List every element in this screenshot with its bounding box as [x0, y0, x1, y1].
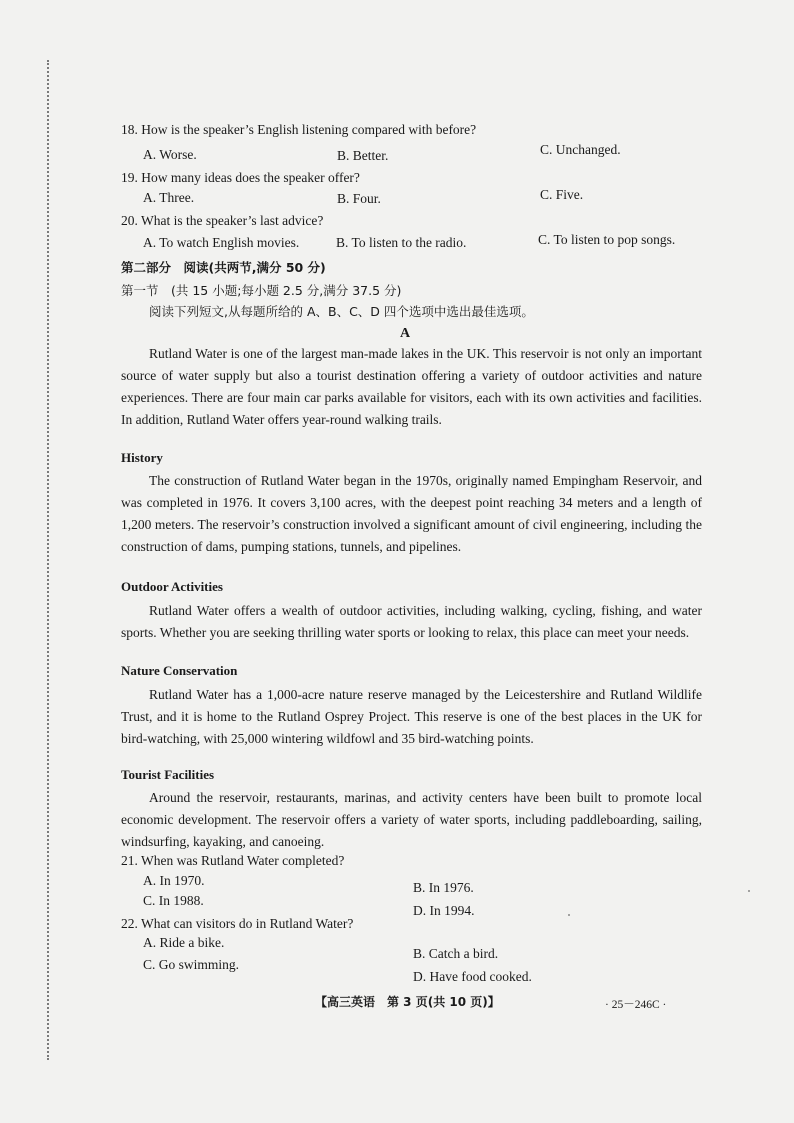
q20-option-c: C. To listen to pop songs.	[538, 232, 676, 247]
nature-conservation-paragraph: Rutland Water has a 1,000-acre nature reserve managed by the Leicestershire and Rutland Wildlife Trust, and it is home to the Rutland Osprey Project. This reserve is one of the best places in the UK for bird-watching, with 25,000 wintering wildfowl and 35 bird-watching points.	[121, 687, 702, 746]
q19-option-b: B. Four.	[337, 191, 381, 206]
q18-option-a: A. Worse.	[143, 147, 197, 162]
outdoor-activities-heading: Outdoor Activities	[121, 579, 223, 594]
passage-label: A	[400, 326, 411, 341]
q20-option-a: A. To watch English movies.	[143, 235, 300, 250]
tourist-facilities-heading: Tourist Facilities	[121, 767, 215, 782]
page-footer: 【高三英语 第 3 页(共 10 页)】	[315, 995, 500, 1009]
question-20: 20. What is the speaker’s last advice?	[121, 213, 324, 228]
part-two-title: 第二部分 阅读(共两节,满分 50 分)	[121, 260, 326, 275]
tourist-facilities-paragraph: Around the reservoir, restaurants, marinas, and activity centers have been built to promote local economic development. The reservoir offers a variety of water sports, including paddleboarding, sailing, windsurfing, kayaking, and canoeing.	[121, 790, 702, 849]
q19-option-c: C. Five.	[540, 187, 584, 202]
q18-option-b: B. Better.	[337, 148, 389, 163]
binding-margin-line	[47, 60, 49, 1060]
q22-option-a: A. Ride a bike.	[143, 935, 225, 950]
scan-speck	[568, 914, 570, 916]
scan-speck	[748, 890, 750, 892]
section-one-title: 第一节 (共 15 小题;每小题 2.5 分,满分 37.5 分)	[121, 283, 402, 298]
nature-conservation-heading: Nature Conservation	[121, 663, 238, 678]
q22-option-d: D. Have food cooked.	[413, 969, 532, 984]
q21-option-c: C. In 1988.	[143, 893, 204, 908]
history-paragraph: The construction of Rutland Water began in the 1970s, originally named Empingham Reservoir, and was completed in 1976. It covers 3,100 acres, with the deepest point reaching 34 meters and a length of 1,200 meters. The reservoir’s construction involved a significant amount of civil engineering, including the construction of dams, pumping stations, tunnels, and pipelines.	[121, 473, 702, 554]
outdoor-activities-paragraph: Rutland Water offers a wealth of outdoor activities, including walking, cycling, fishing, and water sports. Whether you are seeking thrilling water sports or looking to relax, this place can meet your needs.	[121, 603, 702, 640]
q22-option-c: C. Go swimming.	[143, 957, 240, 972]
q19-option-a: A. Three.	[143, 190, 195, 205]
q22-option-b: B. Catch a bird.	[413, 946, 499, 961]
q18-option-c: C. Unchanged.	[540, 142, 621, 157]
q20-option-b: B. To listen to the radio.	[336, 235, 467, 250]
reading-instruction: 阅读下列短文,从每题所给的 A、B、C、D 四个选项中选出最佳选项。	[149, 304, 534, 319]
q21-option-a: A. In 1970.	[143, 873, 205, 888]
question-21: 21. When was Rutland Water completed?	[121, 853, 345, 868]
question-19: 19. How many ideas does the speaker offer?	[121, 170, 360, 185]
question-18: 18. How is the speaker’s English listening compared with before?	[121, 122, 477, 137]
history-heading: History	[121, 450, 163, 465]
exam-code: · 25－246C ·	[605, 999, 667, 1011]
q21-option-b: B. In 1976.	[413, 880, 474, 895]
question-22: 22. What can visitors do in Rutland Water?	[121, 916, 354, 931]
passage-intro: Rutland Water is one of the largest man-made lakes in the UK. This reservoir is not only an important source of water supply but also a tourist destination offering a variety of outdoor activities and nature experiences. There are four main car parks available for visitors, each with its own activities and facilities. In addition, Rutland Water offers year-round walking trails.	[121, 346, 702, 427]
q21-option-d: D. In 1994.	[413, 903, 475, 918]
